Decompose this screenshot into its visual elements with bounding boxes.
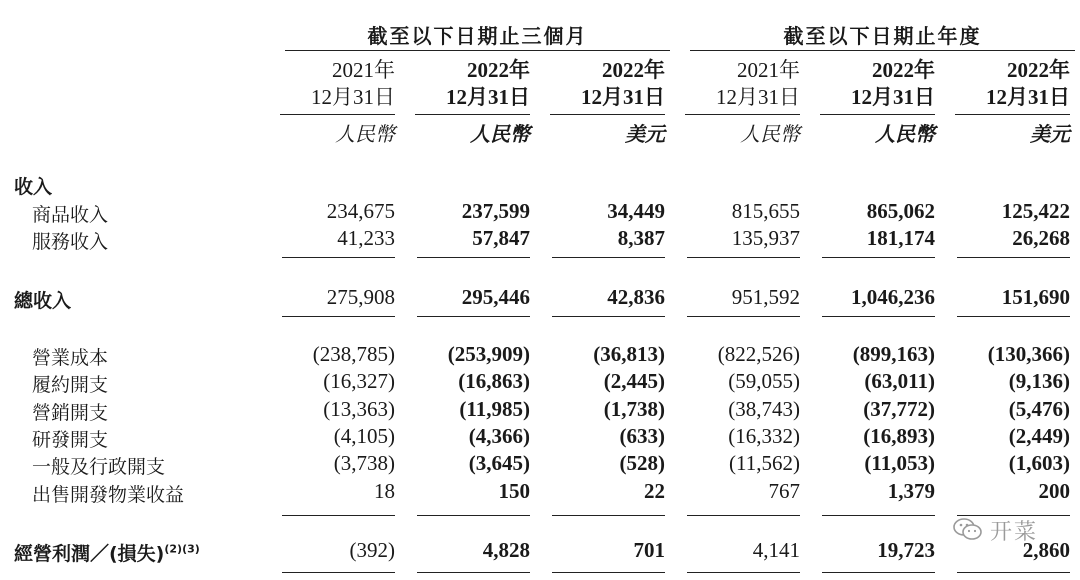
- cell-ga: (11,562): [729, 451, 800, 475]
- operating-rule: [957, 572, 1070, 573]
- column-header-currency: 人民幣: [335, 122, 395, 146]
- operating-rule: [552, 572, 665, 573]
- row-label-services: 服務收入: [32, 231, 109, 253]
- cell-services: 57,847: [472, 226, 530, 250]
- column-header-underline: [280, 114, 395, 115]
- cell-services: 41,233: [337, 226, 395, 250]
- cell-cost: (36,813): [593, 342, 665, 366]
- column-header-currency: 美元: [625, 122, 665, 146]
- total-rule: [957, 316, 1070, 317]
- cell-rnd: (4,105): [333, 424, 395, 448]
- cell-fulfillment: (16,863): [458, 369, 530, 393]
- operating-label-text: 經營利潤／(損失): [14, 543, 165, 565]
- operating-rule: [417, 572, 530, 573]
- cell-total: 951,592: [731, 285, 800, 309]
- cell-fulfillment: (9,136): [1008, 369, 1070, 393]
- cell-goods: 865,062: [866, 199, 935, 223]
- column-header-date: 12月31日: [716, 85, 800, 109]
- cell-marketing: (11,985): [459, 397, 530, 421]
- column-header-currency: 人民幣: [740, 122, 800, 146]
- column-header-currency: 美元: [1030, 122, 1070, 146]
- cell-marketing: (13,363): [323, 397, 395, 421]
- cell-cost: (130,366): [987, 342, 1070, 366]
- cell-fulfillment: (63,011): [864, 369, 935, 393]
- cell-property: 200: [1038, 479, 1070, 503]
- cell-services: 181,174: [866, 226, 935, 250]
- total-rule: [687, 316, 800, 317]
- cell-total: 1,046,236: [851, 285, 935, 309]
- watermark-text: 开菜: [990, 520, 1039, 545]
- cell-operating: 2,860: [1022, 538, 1070, 562]
- cell-property: 1,379: [887, 479, 935, 503]
- column-header-currency: 人民幣: [470, 122, 530, 146]
- column-header-year: 2022年: [467, 58, 530, 82]
- cell-ga: (528): [619, 451, 665, 475]
- column-header-underline: [550, 114, 665, 115]
- cell-rnd: (16,332): [728, 424, 800, 448]
- subtotal-rule: [957, 257, 1070, 258]
- cell-services: 26,268: [1012, 226, 1070, 250]
- cell-total: 275,908: [326, 285, 395, 309]
- cell-marketing: (37,772): [863, 397, 935, 421]
- column-header-year: 2021年: [332, 58, 395, 82]
- column-header-date: 12月31日: [986, 85, 1070, 109]
- cell-fulfillment: (2,445): [603, 369, 665, 393]
- cell-fulfillment: (59,055): [728, 369, 800, 393]
- row-label-total: 總收入: [14, 290, 72, 312]
- cell-cost: (899,163): [852, 342, 935, 366]
- cell-goods: 237,599: [461, 199, 530, 223]
- subtotal-rule: [282, 257, 395, 258]
- operating-rule: [687, 572, 800, 573]
- expenses-rule: [822, 515, 935, 516]
- group-title-three-months: 截至以下日期止三個月: [367, 24, 588, 48]
- cell-operating: 701: [633, 538, 665, 562]
- subtotal-rule: [822, 257, 935, 258]
- column-header-year: 2022年: [602, 58, 665, 82]
- total-rule: [282, 316, 395, 317]
- column-header-underline: [685, 114, 800, 115]
- row-label-rnd: 研發開支: [32, 429, 109, 451]
- operating-rule: [282, 572, 395, 573]
- cell-total: 151,690: [1001, 285, 1070, 309]
- cell-ga: (1,603): [1008, 451, 1070, 475]
- subtotal-rule: [687, 257, 800, 258]
- cell-cost: (822,526): [717, 342, 800, 366]
- cell-marketing: (1,738): [603, 397, 665, 421]
- cell-cost: (238,785): [312, 342, 395, 366]
- cell-rnd: (2,449): [1008, 424, 1070, 448]
- cell-rnd: (16,893): [863, 424, 935, 448]
- wechat-icon: [953, 517, 983, 541]
- cell-total: 42,836: [607, 285, 665, 309]
- cell-marketing: (5,476): [1008, 397, 1070, 421]
- cell-fulfillment: (16,327): [323, 369, 395, 393]
- cell-property: 767: [768, 479, 800, 503]
- column-header-underline: [415, 114, 530, 115]
- cell-cost: (253,909): [447, 342, 530, 366]
- revenue-section-label: 收入: [14, 176, 53, 198]
- row-label-fulfillment: 履約開支: [32, 374, 109, 396]
- cell-property: 22: [644, 479, 665, 503]
- column-header-date: 12月31日: [446, 85, 530, 109]
- cell-services: 135,937: [731, 226, 800, 250]
- cell-rnd: (4,366): [468, 424, 530, 448]
- expenses-rule: [282, 515, 395, 516]
- row-label-property: 出售開發物業收益: [32, 484, 185, 506]
- expenses-rule: [687, 515, 800, 516]
- expenses-rule: [552, 515, 665, 516]
- expenses-rule: [417, 515, 530, 516]
- row-label-marketing: 營銷開支: [32, 402, 109, 424]
- total-rule: [822, 316, 935, 317]
- row-label-operating: [14, 539, 200, 566]
- cell-operating: 4,141: [752, 538, 800, 562]
- cell-property: 150: [498, 479, 530, 503]
- row-label-ga: 一般及行政開支: [32, 456, 166, 478]
- column-header-currency: 人民幣: [875, 122, 935, 146]
- total-rule: [552, 316, 665, 317]
- column-header-date: 12月31日: [311, 85, 395, 109]
- column-header-year: 2022年: [872, 58, 935, 82]
- cell-ga: (11,053): [864, 451, 935, 475]
- column-header-date: 12月31日: [851, 85, 935, 109]
- cell-goods: 34,449: [607, 199, 665, 223]
- cell-goods: 125,422: [1001, 199, 1070, 223]
- group-underline-year: [690, 50, 1075, 51]
- cell-property: 18: [374, 479, 395, 503]
- cell-goods: 815,655: [731, 199, 800, 223]
- subtotal-rule: [552, 257, 665, 258]
- cell-operating: (392): [349, 538, 395, 562]
- subtotal-rule: [417, 257, 530, 258]
- cell-marketing: (38,743): [728, 397, 800, 421]
- column-header-underline: [820, 114, 935, 115]
- cell-services: 8,387: [617, 226, 665, 250]
- footnote-ref: (2)(3): [164, 542, 200, 556]
- group-title-year: 截至以下日期止年度: [783, 24, 982, 48]
- group-underline-three-months: [285, 50, 670, 51]
- column-header-underline: [955, 114, 1070, 115]
- row-label-goods: 商品收入: [32, 204, 109, 226]
- cell-ga: (3,645): [468, 451, 530, 475]
- column-header-date: 12月31日: [581, 85, 665, 109]
- column-header-year: 2022年: [1007, 58, 1070, 82]
- row-label-cost: 營業成本: [32, 347, 109, 369]
- cell-operating: 4,828: [482, 538, 530, 562]
- cell-rnd: (633): [619, 424, 665, 448]
- total-rule: [417, 316, 530, 317]
- column-header-year: 2021年: [737, 58, 800, 82]
- cell-total: 295,446: [461, 285, 530, 309]
- operating-rule: [822, 572, 935, 573]
- cell-operating: 19,723: [877, 538, 935, 562]
- cell-goods: 234,675: [326, 199, 395, 223]
- cell-ga: (3,738): [333, 451, 395, 475]
